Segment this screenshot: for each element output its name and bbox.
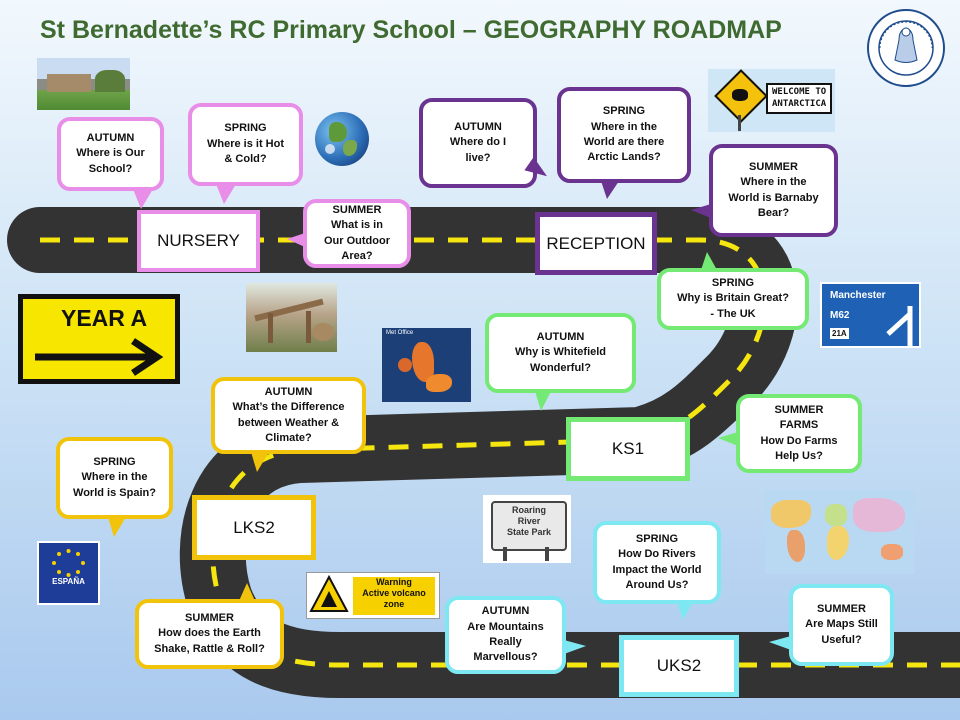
bubble-reception-autumn[interactable] (419, 98, 537, 188)
bubble-line: How Do Farms (760, 434, 838, 447)
bubble-term: AUTUMN (264, 385, 313, 398)
bubble-line: Impact the World (612, 563, 702, 576)
volcano-sign-line: Active volcano (362, 587, 426, 598)
bubble-line: Are Maps Still (805, 618, 878, 631)
bubble-term: SUMMER (185, 611, 234, 624)
stage-uks2[interactable]: UKS2 (619, 635, 739, 697)
bubble-term: SPRING (711, 276, 755, 289)
bubble-term: SPRING (635, 532, 679, 545)
bubble-lks2-summer[interactable] (135, 599, 284, 669)
bubble-term: SUMMER (774, 403, 824, 416)
bubble-nursery-summer[interactable] (303, 199, 411, 268)
bubble-line: Area? (341, 249, 373, 262)
motorway-sign (820, 282, 921, 348)
spain-sign-label: ESPAÑA (52, 577, 85, 586)
page-title: St Bernadette’s RC Primary School – GEOGRAPHY ROADMAP (40, 16, 782, 44)
weather-map-label: Met Office (386, 330, 414, 336)
bubble-term: SUMMER (332, 203, 382, 216)
year-sign-label: YEAR A (61, 305, 148, 331)
park-sign-line: Roaring (511, 505, 546, 515)
bubble-line: Climate? (265, 431, 312, 444)
uk-weather-map (382, 328, 471, 402)
bubble-line: Help Us? (775, 449, 823, 462)
stage-ks1[interactable]: KS1 (566, 417, 690, 481)
bubble-line: Where is it Hot (206, 137, 284, 150)
bubble-term: AUTUMN (536, 330, 585, 343)
bubble-lks2-autumn[interactable] (211, 377, 366, 454)
bubble-line: Wonderful? (530, 361, 591, 374)
motorway-sign-junction: 21A (832, 329, 847, 338)
bubble-term: SPRING (602, 105, 646, 118)
park-sign-line: State Park (506, 526, 552, 537)
bubble-line: between Weather & (237, 416, 340, 429)
bubble-reception-spring[interactable] (557, 87, 691, 183)
park-sign-line: River (517, 515, 541, 526)
year-sign (18, 294, 180, 384)
bubble-ks1-autumn[interactable] (485, 313, 636, 393)
stage-nursery[interactable]: NURSERY (137, 210, 260, 272)
bubble-line: Marvellous? (473, 651, 538, 664)
volcano-sign-line: Warning (376, 577, 412, 587)
bubble-line: Where do I (449, 136, 507, 149)
bubble-line: Where is Our (76, 147, 145, 160)
stage-reception[interactable]: RECEPTION (535, 212, 657, 275)
bubble-line: World is Spain? (73, 486, 156, 499)
bubble-lks2-spring[interactable] (56, 437, 173, 519)
bubble-ks1-spring[interactable] (657, 268, 809, 330)
arrow-split-icon (882, 300, 918, 346)
globe-icon (315, 112, 369, 166)
bubble-line: Really (489, 636, 522, 648)
bubble-nursery-spring[interactable] (188, 103, 303, 186)
bubble-line: Bear? (757, 206, 790, 219)
bubble-line: Our Outdoor (324, 234, 390, 247)
volcano-sign-line: zone (383, 598, 405, 609)
bubble-line: Around Us? (625, 578, 689, 591)
bubble-line: live? (465, 151, 491, 164)
bubble-line: FARMS (779, 419, 819, 432)
volcano-warning-sign (306, 572, 440, 619)
bubble-term: SPRING (93, 455, 136, 468)
bubble-ks1-summer[interactable] (736, 394, 862, 473)
spain-sign (37, 541, 100, 605)
bubble-line: & Cold? (224, 153, 267, 166)
bubble-line: Where in the (81, 471, 148, 484)
bubble-line: Where in the (590, 120, 657, 133)
antarctica-sign-line: ANTARCTICA (772, 98, 827, 109)
antarctica-sign-line: WELCOME TO (772, 87, 827, 97)
bubble-line: World are there (583, 136, 665, 148)
bubble-line: How Do Rivers (618, 548, 696, 561)
bubble-line: Arctic Lands? (587, 151, 661, 164)
bubble-uks2-autumn[interactable] (445, 596, 566, 674)
arrow-right-icon (33, 337, 173, 377)
bubble-term: AUTUMN (86, 131, 135, 144)
outdoor-area-photo (246, 283, 337, 352)
bubble-line: World is Barnaby (728, 191, 819, 204)
bubble-line: Why is Britain Great? (677, 292, 789, 305)
antarctica-icon (732, 89, 748, 101)
bubble-term: AUTUMN (454, 120, 502, 133)
bubble-term: AUTUMN (481, 605, 530, 618)
motorway-sign-road: M62 (830, 310, 850, 321)
bubble-reception-summer[interactable] (709, 144, 838, 237)
bubble-line: School? (88, 162, 133, 175)
warning-triangle-icon (309, 575, 349, 615)
bubble-uks2-spring[interactable] (593, 521, 721, 604)
antarctica-sign (708, 69, 835, 132)
bubble-line: What is in (331, 219, 383, 232)
bubble-line: Why is Whitefield (514, 346, 607, 359)
bubble-line: - The UK (710, 307, 756, 320)
bubble-term: SUMMER (817, 602, 866, 615)
bubble-line: Are Mountains (467, 620, 544, 633)
bubble-term: SUMMER (749, 160, 798, 173)
school-photo (37, 58, 130, 110)
bubble-uks2-summer[interactable] (789, 584, 894, 666)
bubble-nursery-autumn[interactable] (57, 117, 164, 191)
motorway-sign-place: Manchester (830, 290, 886, 301)
bubble-line: Shake, Rattle & Roll? (154, 642, 265, 655)
stage-lks2[interactable]: LKS2 (192, 495, 316, 560)
bubble-line: Where in the (740, 176, 807, 189)
world-map (765, 490, 914, 574)
bubble-line: What’s the Difference (232, 401, 345, 414)
bubble-term: SPRING (224, 122, 267, 135)
bubble-line: How does the Earth (158, 627, 261, 640)
bubble-line: Useful? (821, 633, 862, 646)
state-park-sign (483, 495, 571, 563)
